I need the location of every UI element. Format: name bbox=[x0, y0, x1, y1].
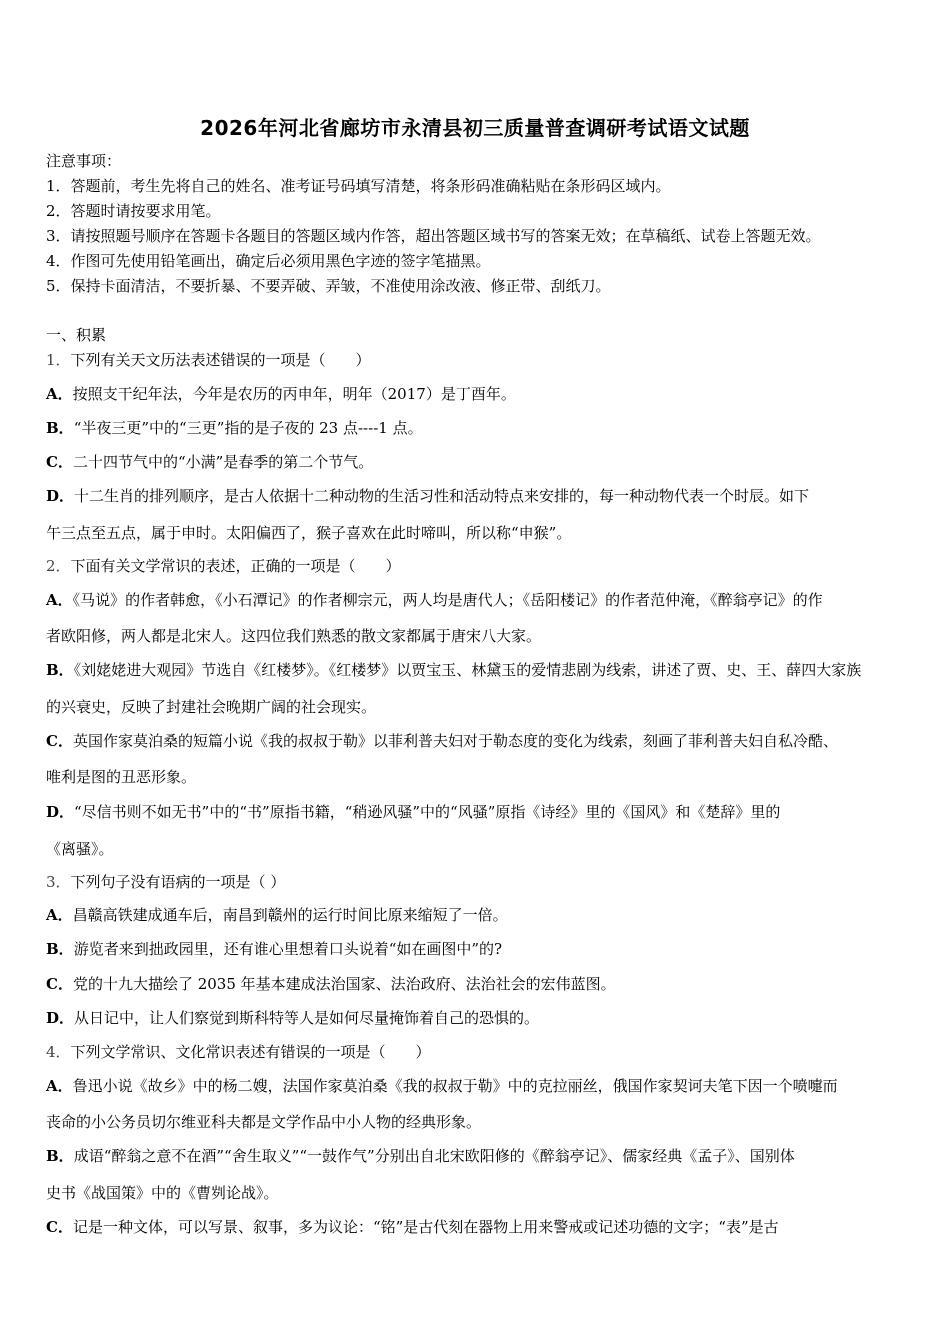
option-text-continuation: 史书《战国策》中的《曹刿论战》。 bbox=[46, 1184, 279, 1202]
option-label: B． bbox=[46, 419, 74, 437]
question-3 bbox=[46, 871, 916, 893]
question-number: 2． bbox=[46, 557, 71, 575]
option-label: C． bbox=[46, 732, 73, 750]
option-label: A． bbox=[46, 906, 73, 924]
option-d bbox=[46, 485, 916, 507]
option-label: D． bbox=[46, 803, 75, 821]
option-label: B． bbox=[46, 661, 74, 679]
option-b bbox=[46, 417, 916, 439]
option-text: 按照支干纪年法，今年是农历的丙申年，明年（2017）是丁酉年。 bbox=[72, 385, 516, 403]
option-label: D． bbox=[46, 487, 75, 505]
option-text: 党的十九大描绘了 2035 年基本建成法治国家、法治政府、法治社会的宏伟蓝图。 bbox=[72, 975, 616, 993]
question-number: 4． bbox=[46, 1043, 71, 1061]
option-text: 游览者来到拙政园里，还有谁心里想着口头说着“如在画图中”的? bbox=[73, 940, 503, 958]
option-text: “尽信书则不如无书”中的“书”原指书籍，“稍逊风骚”中的“风骚”原指《诗经》里的《国风》和《楚辞》里的 bbox=[74, 803, 781, 821]
option-label: B． bbox=[46, 1147, 74, 1165]
option-text: 十二生肖的排列顺序，是古人依据十二种动物的生活习性和活动特点来安排的，每一种动物代表一个时辰。如下 bbox=[74, 487, 810, 505]
question-stem: 下列句子没有语病的一项是（ ） bbox=[70, 873, 286, 891]
notice-item: 2．答题时请按要求用笔。 bbox=[46, 202, 221, 220]
option-text: “半夜三更”中的“三更”指的是子夜的 23 点----1 点。 bbox=[73, 419, 423, 437]
question-2 bbox=[46, 555, 916, 577]
notice-item: 5．保持卡面清洁，不要折暴、不要弄破、弄皱，不准使用涂改液、修正带、刮纸刀。 bbox=[46, 277, 611, 295]
notice-heading: 注意事项： bbox=[46, 152, 122, 170]
option-text: 鲁迅小说《故乡》中的杨二嫂，法国作家莫泊桑《我的叔叔于勒》中的克拉丽丝，俄国作家契诃夫笔下因一个喷嚏而 bbox=[72, 1077, 838, 1095]
option-text: 《马说》的作者韩愈，《小石潭记》的作者柳宗元，两人均是唐代人；《岳阳楼记》的作者范仲淹，《醉翁亭记》的作 bbox=[72, 591, 823, 609]
option-c bbox=[46, 730, 916, 752]
question-1 bbox=[46, 349, 916, 371]
question-stem: 下面有关文学常识的表述，正确的一项是（ ） bbox=[70, 557, 401, 575]
option-a bbox=[46, 904, 916, 926]
option-text: 英国作家莫泊桑的短篇小说《我的叔叔于勒》以菲利普夫妇对于勒态度的变化为线索，刻画了菲利普夫妇自私冷酷、 bbox=[72, 732, 838, 750]
option-label: C． bbox=[46, 453, 73, 471]
option-label: A． bbox=[46, 591, 73, 609]
option-d bbox=[46, 1007, 916, 1029]
option-label: D． bbox=[46, 1009, 75, 1027]
option-a bbox=[46, 589, 916, 611]
option-label: C． bbox=[46, 1218, 73, 1236]
page-title: 2026年河北省廊坊市永清县初三质量普查调研考试语文试题 bbox=[200, 116, 750, 140]
option-text: 记是一种文体，可以写景、叙事，多为议论：“铭”是古代刻在器物上用来警戒或记述功德的文字；“表”是古 bbox=[72, 1218, 779, 1236]
option-text-continuation: 唯利是图的丑恶形象。 bbox=[46, 768, 197, 786]
question-4 bbox=[46, 1041, 916, 1063]
question-number: 1． bbox=[46, 351, 71, 369]
question-stem: 下列文学常识、文化常识表述有错误的一项是（ ） bbox=[70, 1043, 431, 1061]
notice-item: 3．请按照题号顺序在答题卡各题目的答题区域内作答，超出答题区域书写的答案无效；在草稿纸、试卷上答题无效。 bbox=[46, 227, 821, 245]
question-stem: 下列有关天文历法表述错误的一项是（ ） bbox=[70, 351, 371, 369]
option-text-continuation: 午三点至五点，属于申时。太阳偏西了，猴子喜欢在此时啼叫，所以称“申猴”。 bbox=[46, 524, 572, 542]
option-a bbox=[46, 1075, 916, 1097]
option-label: A． bbox=[46, 385, 73, 403]
option-b bbox=[46, 1145, 916, 1167]
option-text: 昌赣高铁建成通车后，南昌到赣州的运行时间比原来缩短了一倍。 bbox=[72, 906, 508, 924]
option-text: 二十四节气中的“小满”是春季的第二个节气。 bbox=[72, 453, 374, 471]
option-a bbox=[46, 383, 916, 405]
option-text-continuation: 者欧阳修，两人都是北宋人。这四位我们熟悉的散文家都属于唐宋八大家。 bbox=[46, 627, 542, 645]
notice-item: 4．作图可先使用铅笔画出，确定后必须用黑色字迹的签字笔描黑。 bbox=[46, 252, 491, 270]
option-text: 从日记中，让人们察觉到斯科特等人是如何尽量掩饰着自己的恐惧的。 bbox=[74, 1009, 540, 1027]
option-label: B． bbox=[46, 940, 74, 958]
option-text: 《刘姥姥进大观园》节选自《红楼梦》。《红楼梦》以贾宝玉、林黛玉的爱情悲剧为线索，讲述了贾、史、王、薛四大家族 bbox=[73, 661, 862, 679]
option-label: C． bbox=[46, 975, 73, 993]
section-heading: 一、积累 bbox=[46, 326, 107, 344]
option-c bbox=[46, 973, 916, 995]
option-c bbox=[46, 451, 916, 473]
option-text: 成语“醉翁之意不在酒”“舍生取义”“一鼓作气”分别出自北宋欧阳修的《醉翁亭记》、儒家经典《孟子》、国别体 bbox=[73, 1147, 795, 1165]
option-c bbox=[46, 1216, 916, 1238]
option-text-continuation: 《离骚》。 bbox=[46, 840, 114, 858]
option-text-continuation: 的兴衰史，反映了封建社会晚期广阔的社会现实。 bbox=[46, 698, 377, 716]
notice-item: 1．答题前，考生先将自己的姓名、准考证号码填写清楚，将条形码准确粘贴在条形码区域内。 bbox=[46, 177, 671, 195]
option-label: A． bbox=[46, 1077, 73, 1095]
option-b bbox=[46, 938, 916, 960]
option-d bbox=[46, 801, 916, 823]
option-b bbox=[46, 659, 916, 681]
option-text-continuation: 丧命的小公务员切尔维亚科夫都是文学作品中小人物的经典形象。 bbox=[46, 1113, 482, 1131]
question-number: 3． bbox=[46, 873, 71, 891]
